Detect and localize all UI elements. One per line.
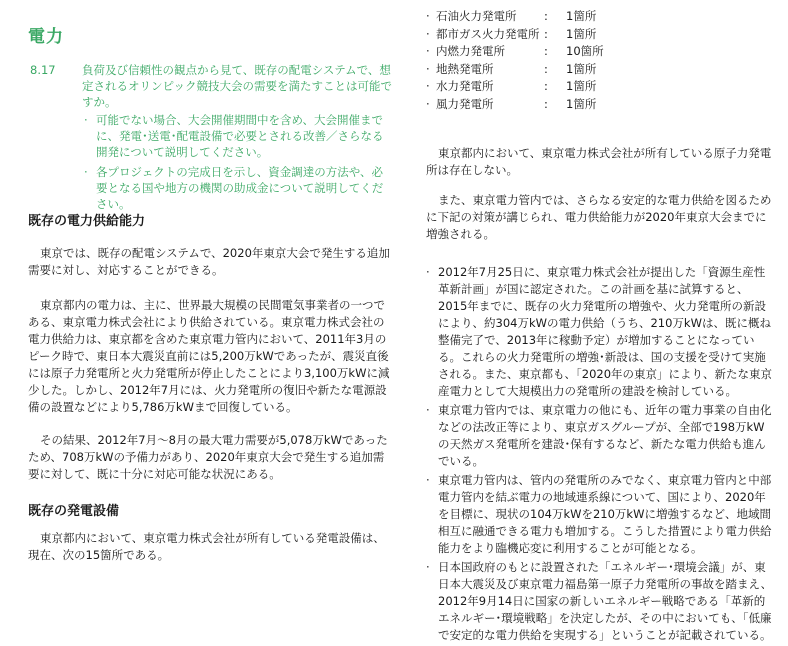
bullet-dot: · (426, 9, 430, 23)
facility-colon: : (544, 44, 548, 58)
facility-name: 水力発電所 (436, 79, 494, 93)
question-bullet: · 各プロジェクトの完成日を示し、資金調達の方法や、必要となる国や地方の機関の助成金について説明してください。 (84, 164, 394, 212)
measures-list (426, 264, 774, 646)
facility-name: 都市ガス火力発電所 (436, 26, 540, 41)
facility-item (426, 26, 774, 44)
question-text: 負荷及び信頼性の観点から見て、既存の配電システムで、想定されるオリンピック競技大会の需要を満たすことは可能ですか。 (82, 63, 393, 109)
facility-item (426, 78, 774, 96)
facility-list (426, 8, 774, 113)
supply-heading: 既存の電力供給能力 (28, 214, 146, 229)
facility-count: 1箇所 (566, 79, 597, 93)
facility-item (426, 43, 774, 61)
facility-count: 1箇所 (566, 96, 597, 111)
facility-count: 1箇所 (566, 61, 597, 76)
bullet-dot: · (426, 44, 430, 58)
question-bullet: · 可能でない場合、大会開催期間中を含め、大会開催までに、発電･送電･配電設備で必要とされる改善／さらなる開発について説明してください。 (84, 112, 394, 160)
facilities-heading: 既存の発電設備 (28, 504, 120, 519)
measure-item: · 2012年7月25日に、東京電力株式会社が提出した「資源生産性革新計画」が国に認定された。この計画を基に試算すると、2015年までに、既存の火力発電所の増強や、火力発電所の新設により、約304万kWの電力供給（うち、210万kWは、既に概ね整備完了で、2013年に稼動予定）が増加することになっている。これらの火力発電所の増強･新設は、国の支援を受けて実施される。また、東京都も、「2020年の東京」により、新たな東京産電力として大規模出力の発電所の建設を検討している。 (426, 264, 774, 400)
facility-colon: : (544, 61, 548, 76)
question-bullets (84, 112, 394, 216)
supply-paragraph-2: 東京都内の電力は、主に、世界最大規模の民間電気事業者の一つである、東京電力株式会社により供給されている。東京電力株式会社の電力供給力は、東京都を含めた東京電力管内において、2011年3月のピーク時で、東日本大震災直前には5,200万kWであったが、震災直後には原子力発電所と火力発電所が停止したことにより3,100万kWに減少した。しかし、2012年7月には、火力発電所の復旧や新たな電源設備の設置などにより5,786万kWまで回復している。 (28, 298, 390, 414)
facility-name: 風力発電所 (436, 96, 494, 111)
facility-item (426, 96, 774, 114)
question-number: 8.17 (30, 63, 56, 77)
supply-paragraph-1: 東京では、既存の配電システムで、2020年東京大会で発生する追加需要に対し、対応することができる。 (28, 246, 390, 277)
facility-name: 内燃力発電所 (436, 44, 505, 58)
bullet-dot: · (426, 61, 430, 76)
facility-name: 地熱発電所 (436, 61, 494, 76)
facility-colon: : (544, 96, 548, 111)
measure-item: · 東京電力管内は、管内の発電所のみでなく、東京電力管内と中部電力管内を結ぶ電力の地域連系線について、国により、2020年を目標に、現状の104万kWを210万kWに増強するなど、地域間相互に融通できる電力も増加する。こうした措置により電力供給能力をより臨機応変に利用することが可能となる。 (426, 472, 774, 557)
measure-item: · 日本国政府のもとに設置された「エネルギー･環境会議」が、東日本大震災及び東京電力福島第一原子力発電所の事故を踏まえ、2012年9月14日に国家の新しいエネルギー戦略である「革新的エネルギー･環境戦略」を決定したが、その中においても、「低廉で安定的な電力供給を実現する」ということが記載されている。 (426, 559, 774, 644)
facility-count: 1箇所 (566, 9, 597, 23)
measures-intro: また、東京電力管内では、さらなる安定的な電力供給を図るために下記の対策が講じられ、電力供給能力が2020年東京大会までに増強される。 (426, 193, 772, 241)
bullet-dot: · (426, 96, 430, 111)
facility-count: 10箇所 (566, 44, 604, 58)
bullet-dot: · (426, 79, 430, 93)
facility-item (426, 8, 774, 26)
measure-item: · 東京電力管内では、東京電力の他にも、近年の電力事業の自由化などの法改正等により、東京ガスグループが、全部で198万kWの天然ガス発電所を建設･保有するなど、新たな電力供給も進んでいる。 (426, 402, 774, 470)
nuclear-note: 東京都内において、東京電力株式会社が所有している原子力発電所は存在しない。 (426, 146, 772, 177)
facility-colon: : (544, 79, 548, 93)
facilities-intro: 東京都内において、東京電力株式会社が所有している発電設備は、現在、次の15箇所である。 (28, 531, 385, 562)
facility-count: 1箇所 (566, 26, 597, 41)
facility-colon: : (544, 9, 548, 23)
section-title: 電力 (28, 27, 64, 47)
bullet-dot: · (426, 26, 430, 41)
facility-name: 石油火力発電所 (436, 9, 517, 23)
facility-item (426, 61, 774, 79)
supply-paragraph-3: その結果、2012年7月～8月の最大電力需要が5,078万kWであったため、708万kWの予備力があり、2020年東京大会で発生する追加需要に対して、既に十分に対応可能な状況にある。 (28, 433, 388, 481)
facility-colon: : (544, 26, 548, 41)
